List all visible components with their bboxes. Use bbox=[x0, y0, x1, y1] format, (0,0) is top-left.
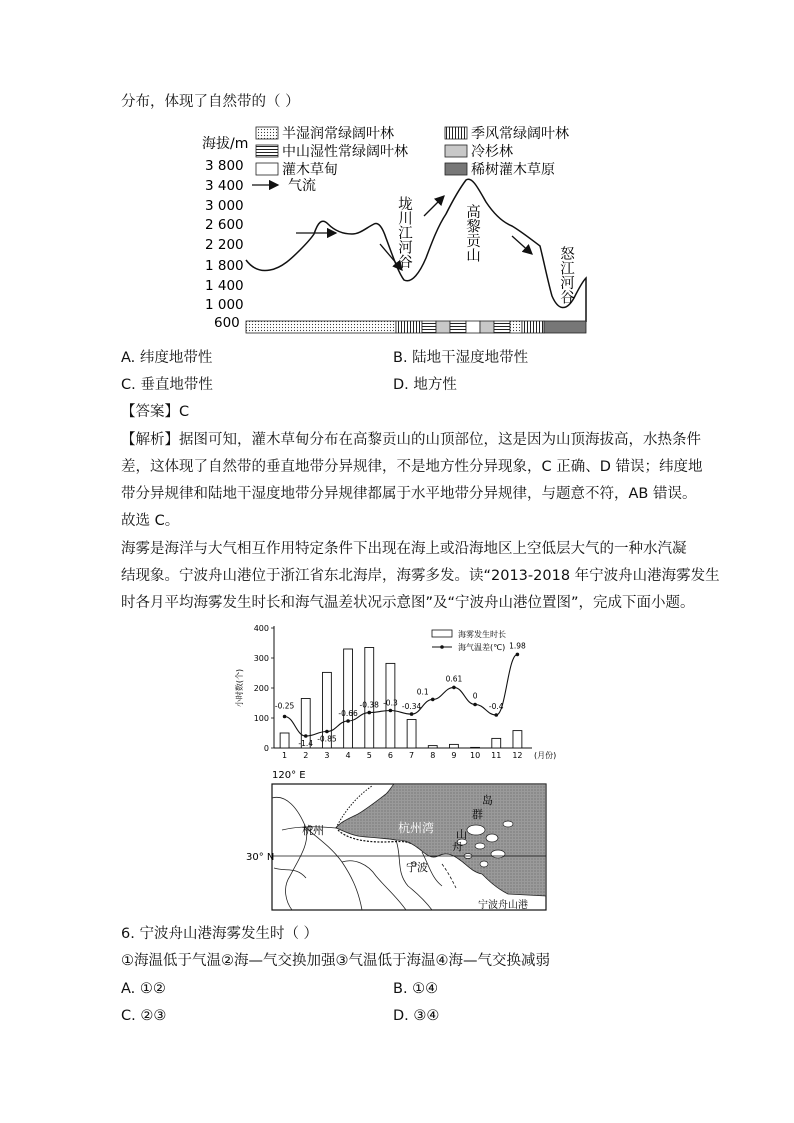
temp-diff-point bbox=[494, 713, 498, 717]
fog-chart bbox=[228, 620, 558, 766]
temp-diff-point bbox=[431, 698, 435, 702]
temp-diff-point bbox=[325, 730, 329, 734]
bar bbox=[471, 747, 480, 748]
map-label-port: 宁波舟山港 bbox=[478, 900, 528, 911]
x-tick-label: 2 bbox=[303, 751, 309, 760]
map-label-qun: 群 bbox=[472, 808, 483, 821]
y-tick: 3 800 bbox=[205, 158, 244, 174]
map-label-dao: 岛 bbox=[482, 794, 493, 807]
latitude-label: 30° N bbox=[246, 852, 275, 863]
bar bbox=[513, 731, 522, 748]
y-tick: 1 000 bbox=[205, 297, 244, 313]
q6-option-a[interactable]: A. ①② bbox=[121, 981, 166, 997]
legend-label: 季风常绿阔叶林 bbox=[471, 126, 569, 142]
question-stem: 分布，体现了自然带的（ ） bbox=[121, 94, 300, 110]
temp-diff-label: -0.85 bbox=[317, 734, 337, 744]
q6-stem: 6. 宁波舟山港海雾发生时（ ） bbox=[121, 926, 319, 942]
legend-line-marker bbox=[440, 645, 444, 649]
temp-diff-label: -0.38 bbox=[359, 700, 379, 710]
x-tick-label: 5 bbox=[366, 751, 372, 760]
terrain-profile bbox=[246, 179, 586, 322]
x-tick-label: 4 bbox=[345, 751, 351, 760]
temp-diff-point bbox=[516, 653, 520, 657]
x-tick-label: 12 bbox=[512, 751, 523, 760]
q6-option-b[interactable]: B. ①④ bbox=[393, 981, 439, 997]
q6-option-d[interactable]: D. ③④ bbox=[393, 1008, 440, 1024]
option-c[interactable]: C. 垂直地带性 bbox=[121, 377, 213, 393]
legend-label: 稀树灌木草原 bbox=[471, 162, 555, 178]
analysis-line: 差，这体现了自然带的垂直地带分异规律，不是地方性分异现象，C 正确、D 错误；纬度地 bbox=[121, 459, 703, 475]
temp-diff-label: 0.1 bbox=[416, 687, 429, 697]
bar bbox=[449, 744, 458, 748]
map-label-shan: 山 bbox=[456, 828, 467, 841]
temp-diff-label: -0.66 bbox=[338, 709, 358, 718]
legend-label: 半湿润常绿阔叶林 bbox=[282, 126, 394, 142]
x-tick-label: 10 bbox=[469, 751, 481, 760]
y-axis-label: 小时数(个) bbox=[235, 668, 244, 708]
q6-statements: ①海温低于气温②海—气交换加强③气温低于海温④海—气交换减弱 bbox=[121, 953, 550, 969]
airflow-label: 气流 bbox=[288, 178, 316, 194]
legend-line-label: 海气温差(℃) bbox=[458, 643, 506, 652]
temp-diff-point bbox=[346, 719, 350, 723]
x-tick-label: 9 bbox=[451, 751, 457, 760]
temp-diff-line bbox=[285, 654, 518, 736]
y-tick: 1 800 bbox=[205, 258, 244, 274]
vegetation-bar bbox=[246, 321, 586, 333]
temp-diff-label: -1.4 bbox=[298, 739, 314, 748]
legend bbox=[256, 125, 569, 178]
map-label-hangzhou-bay: 杭州湾 bbox=[398, 821, 435, 835]
temp-diff-label: 0.61 bbox=[445, 674, 463, 684]
x-tick-label: 6 bbox=[387, 751, 393, 760]
bar bbox=[280, 733, 289, 748]
x-tick-label: 11 bbox=[491, 751, 502, 760]
y-tick-label: 400 bbox=[253, 624, 269, 633]
y-tick-label: 200 bbox=[253, 684, 269, 693]
x-axis-suffix: (月份) bbox=[534, 751, 557, 760]
temp-diff-label: 1.98 bbox=[509, 641, 526, 651]
y-tick-label: 300 bbox=[253, 654, 269, 663]
temp-diff-point bbox=[452, 686, 456, 690]
legend-bar-label: 海雾发生时长 bbox=[458, 630, 506, 639]
analysis-line: 【解析】据图可知，灌木草甸分布在高黎贡山的山顶部位，这是因为山顶海拔高，水热条件 bbox=[121, 432, 701, 448]
y-tick: 1 400 bbox=[205, 278, 244, 294]
temp-diff-point bbox=[410, 712, 414, 716]
option-b[interactable]: B. 陆地干湿度地带性 bbox=[393, 350, 529, 366]
temp-diff-point bbox=[367, 711, 371, 715]
answer: 【答案】C bbox=[121, 404, 190, 420]
option-a[interactable]: A. 纬度地带性 bbox=[121, 350, 213, 366]
bar bbox=[407, 720, 416, 749]
temp-diff-point bbox=[473, 703, 477, 707]
y-tick: 2 200 bbox=[205, 237, 244, 253]
y-tick: 3 400 bbox=[205, 178, 244, 194]
longitude-label: 120° E bbox=[272, 770, 306, 781]
temp-diff-label: 0 bbox=[472, 691, 478, 701]
x-tick-label: 1 bbox=[282, 751, 288, 760]
y-tick-label: 0 bbox=[263, 744, 269, 753]
q6-option-c[interactable]: C. ②③ bbox=[121, 1008, 167, 1024]
x-tick-label: 7 bbox=[409, 751, 415, 760]
legend-label: 中山湿性常绿阔叶林 bbox=[282, 144, 408, 160]
intro-line: 时各月平均海雾发生时长和海气温差状况示意图”及“宁波舟山港位置图”，完成下面小题。 bbox=[121, 595, 695, 611]
y-ticks bbox=[205, 158, 244, 331]
legend-label: 灌木草甸 bbox=[282, 162, 338, 178]
y-tick: 2 600 bbox=[205, 217, 244, 233]
y-tick: 3 000 bbox=[205, 198, 244, 214]
map-label-ningbo: 宁波 bbox=[406, 861, 428, 874]
gaoligong-mountain-label: 高黎贡山 bbox=[464, 204, 480, 262]
port-location-map bbox=[246, 768, 550, 916]
analysis-line: 带分异规律和陆地干湿度地带分异规律都属于水平地带分异规律，与题意不符，AB 错误。 bbox=[121, 486, 697, 502]
temp-diff-label: -0.4 bbox=[488, 702, 504, 711]
bar bbox=[344, 649, 353, 748]
analysis-line: 故选 C。 bbox=[121, 513, 180, 529]
map-label-hangzhou: 杭州 bbox=[302, 824, 324, 837]
y-tick: 600 bbox=[214, 315, 240, 331]
temp-diff-label: -0.34 bbox=[401, 702, 422, 712]
legend-label: 冷杉林 bbox=[471, 144, 513, 160]
intro-line: 结现象。宁波舟山港位于浙江省东北海岸，海雾多发。读“2013-2018 年宁波舟山港海雾发生 bbox=[121, 568, 720, 584]
x-tick-label: 3 bbox=[324, 751, 330, 760]
temp-diff-point bbox=[389, 709, 393, 713]
temp-diff-point bbox=[283, 715, 287, 719]
y-tick-label: 100 bbox=[253, 714, 269, 723]
map-label-zhou: 舟 bbox=[452, 840, 463, 853]
vegetation-profile-figure bbox=[200, 122, 595, 340]
y-axis-label: 海拔/m bbox=[202, 136, 249, 152]
bar bbox=[428, 746, 437, 748]
x-tick-label: 8 bbox=[430, 751, 436, 760]
temp-diff-label: -0.3 bbox=[383, 698, 398, 708]
intro-line: 海雾是海洋与大气相互作用特定条件下出现在海上或沿海地区上空低层大气的一种水汽凝 bbox=[121, 541, 687, 557]
legend-bar-swatch bbox=[432, 630, 452, 637]
bar bbox=[492, 738, 501, 748]
bar bbox=[365, 648, 374, 749]
longchuan-valley-label: 垅川江河谷 bbox=[396, 196, 412, 269]
temp-diff-point bbox=[304, 734, 308, 738]
temp-diff-label: -0.25 bbox=[274, 701, 295, 711]
nujiang-valley-label: 怒江河谷 bbox=[558, 246, 574, 304]
option-d[interactable]: D. 地方性 bbox=[393, 377, 457, 393]
